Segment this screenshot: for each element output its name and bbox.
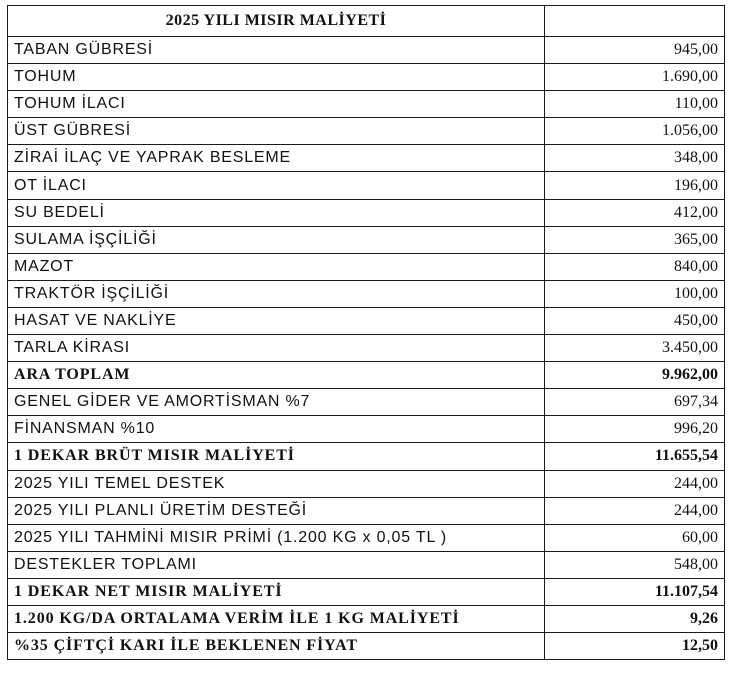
row-value: 244,00 <box>545 497 725 524</box>
table-row <box>8 497 725 524</box>
row-value: 450,00 <box>545 307 725 334</box>
table-row <box>8 470 725 497</box>
row-value: 412,00 <box>545 199 725 226</box>
row-value: 365,00 <box>545 226 725 253</box>
row-value: 60,00 <box>545 524 725 551</box>
table-row <box>8 307 725 334</box>
row-label: HASAT VE NAKLİYE <box>8 307 545 334</box>
row-value: 11.655,54 <box>545 443 725 470</box>
table-title: 2025 YILI MISIR MALİYETİ <box>8 6 545 37</box>
expected-price-row <box>8 633 725 660</box>
row-value: 244,00 <box>545 470 725 497</box>
row-label: SULAMA İŞÇİLİĞİ <box>8 226 545 253</box>
table-row <box>8 389 725 416</box>
table-row <box>8 118 725 145</box>
row-label: 1.200 KG/DA ORTALAMA VERİM İLE 1 KG MALİYETİ <box>8 605 545 632</box>
row-label: GENEL GİDER VE AMORTİSMAN %7 <box>8 389 545 416</box>
row-label: TOHUM <box>8 64 545 91</box>
row-value: 110,00 <box>545 91 725 118</box>
table-row <box>8 64 725 91</box>
table-row <box>8 199 725 226</box>
row-label: 1 DEKAR NET MISIR MALİYETİ <box>8 578 545 605</box>
row-value: 1.690,00 <box>545 64 725 91</box>
row-label: TRAKTÖR İŞÇİLİĞİ <box>8 280 545 307</box>
table-row <box>8 335 725 362</box>
row-label: OT İLACI <box>8 172 545 199</box>
row-label: 2025 YILI PLANLI ÜRETİM DESTEĞİ <box>8 497 545 524</box>
table-row <box>8 524 725 551</box>
table-row <box>8 226 725 253</box>
maize-cost-table <box>7 5 725 660</box>
row-value: 100,00 <box>545 280 725 307</box>
row-label: FİNANSMAN %10 <box>8 416 545 443</box>
row-label: 2025 YILI TEMEL DESTEK <box>8 470 545 497</box>
row-value: 548,00 <box>545 551 725 578</box>
table-title-value <box>545 6 725 37</box>
row-value: 348,00 <box>545 145 725 172</box>
row-value: 12,50 <box>545 633 725 660</box>
row-label: ARA TOPLAM <box>8 362 545 389</box>
row-label: SU BEDELİ <box>8 199 545 226</box>
row-value: 11.107,54 <box>545 578 725 605</box>
table-row <box>8 172 725 199</box>
table-row <box>8 280 725 307</box>
row-value: 1.056,00 <box>545 118 725 145</box>
table-row <box>8 91 725 118</box>
table-title-row <box>8 6 725 37</box>
gross-cost-row <box>8 443 725 470</box>
row-label: TARLA KİRASI <box>8 335 545 362</box>
subtotal-row <box>8 362 725 389</box>
table-row <box>8 416 725 443</box>
row-value: 9.962,00 <box>545 362 725 389</box>
table-row <box>8 253 725 280</box>
row-value: 3.450,00 <box>545 335 725 362</box>
row-value: 996,20 <box>545 416 725 443</box>
row-label: DESTEKLER TOPLAMI <box>8 551 545 578</box>
row-label: TOHUM İLACI <box>8 91 545 118</box>
row-label: ZİRAİ İLAÇ VE YAPRAK BESLEME <box>8 145 545 172</box>
row-value: 697,34 <box>545 389 725 416</box>
table-row <box>8 37 725 64</box>
unit-cost-row <box>8 605 725 632</box>
row-label: %35 ÇİFTÇİ KARI İLE BEKLENEN FİYAT <box>8 633 545 660</box>
table-row <box>8 551 725 578</box>
row-value: 9,26 <box>545 605 725 632</box>
row-label: 1 DEKAR BRÜT MISIR MALİYETİ <box>8 443 545 470</box>
row-value: 945,00 <box>545 37 725 64</box>
row-label: MAZOT <box>8 253 545 280</box>
row-label: 2025 YILI TAHMİNİ MISIR PRİMİ (1.200 KG x 0,05 TL ) <box>8 524 545 551</box>
row-value: 196,00 <box>545 172 725 199</box>
row-value: 840,00 <box>545 253 725 280</box>
table-row <box>8 145 725 172</box>
row-label: ÜST GÜBRESİ <box>8 118 545 145</box>
row-label: TABAN GÜBRESİ <box>8 37 545 64</box>
net-cost-row <box>8 578 725 605</box>
